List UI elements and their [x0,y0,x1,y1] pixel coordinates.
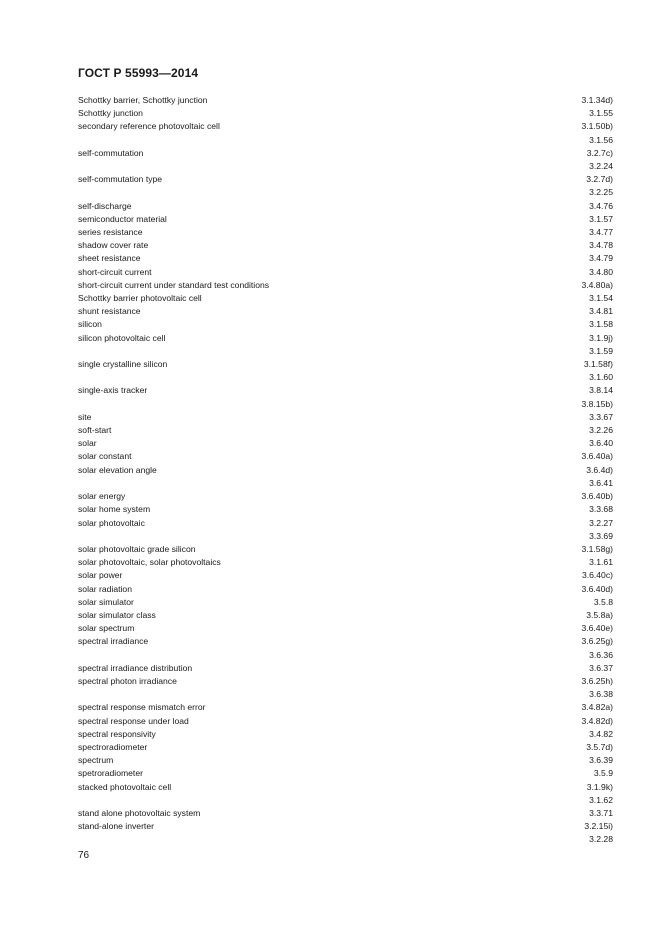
index-reference: 3.3.71 [589,807,613,818]
index-entry [78,675,613,701]
index-reference: 3.8.14 [589,385,613,396]
index-reference: 3.5.8a) [586,609,613,620]
index-term: solar energy [78,491,126,502]
index-entry [78,318,613,331]
index-reference: 3.5.9 [593,768,613,779]
index-term: solar photovoltaic [78,517,145,528]
index-entry [78,424,613,437]
index-term: spectral responsivity [78,728,156,739]
document-header: ГОСТ Р 55993—2014 [78,66,199,80]
index-reference: 3.4.82a) [581,702,613,713]
index-entry [78,450,613,463]
index-term: semiconductor material [78,213,167,224]
index-term: stacked photovoltaic cell [78,781,172,792]
index-entry [78,147,613,173]
index-reference: 3.6.25g) [581,636,613,647]
index-reference: 3.5.8 [593,596,613,607]
index-reference: 3.1.50b) [581,121,613,132]
index-reference: 3.6.37 [589,662,613,673]
index-reference: 3.1.62 [589,794,613,805]
index-entry [78,583,613,596]
index-reference: 3.2.26 [589,425,613,436]
index-reference: 3.1.58g) [581,543,613,554]
index-reference: 3.2.24 [589,161,613,172]
index-term: solar radiation [78,583,132,594]
index-reference: 3.6.40a) [581,451,613,462]
index-entry [78,464,613,490]
index-term: spectral irradiance distribution [78,662,193,673]
index-reference: 3.6.36 [589,649,613,660]
index-term: solar simulator [78,596,134,607]
index-term: solar photovoltaic grade silicon [78,543,196,554]
index-entry [78,741,613,754]
index-entry [78,226,613,239]
index-reference: 3.4.79 [589,253,613,264]
index-term: shadow cover rate [78,240,149,251]
index-entry [78,596,613,609]
index-reference: 3.6.40c) [581,570,613,581]
index-reference: 3.1.58 [589,319,613,330]
index-entry [78,609,613,622]
index-term: soft-start [78,425,112,436]
index-entry [78,490,613,503]
index-term: single-axis tracker [78,385,148,396]
index-reference: 3.3.69 [589,530,613,541]
index-reference: 3.1.9j) [589,332,613,343]
index-reference: 3.2.7d) [586,174,613,185]
index-entry [78,200,613,213]
index-entry [78,820,613,846]
index-entry [78,701,613,714]
index-entry [78,715,613,728]
index-term: solar simulator class [78,609,156,620]
index-term: spectroradiometer [78,741,148,752]
index-entry [78,662,613,675]
index-entry [78,107,613,120]
index-entry [78,728,613,741]
index-reference: 3.5.7d) [586,741,613,752]
index-entry [78,569,613,582]
index-entry [78,292,613,305]
index-term: short-circuit current [78,266,152,277]
index-entry [78,503,613,516]
index-term: solar home system [78,504,151,515]
index-entry [78,622,613,635]
index-term: Schottky junction [78,108,143,119]
index-reference: 3.4.77 [589,227,613,238]
index-term: solar [78,438,97,449]
index-term: silicon photovoltaic cell [78,332,166,343]
index-reference: 3.2.28 [589,834,613,845]
index-term: series resistance [78,227,143,238]
index-entry [78,358,613,384]
index-reference: 3.2.27 [589,517,613,528]
index-term: silicon [78,319,102,330]
index-entry [78,332,613,358]
index-reference: 3.6.39 [589,755,613,766]
index-entry [78,266,613,279]
index-term: Schottky barrier, Schottky junction [78,95,208,105]
index-entry [78,173,613,199]
term-index [78,94,613,847]
index-term: solar spectrum [78,623,135,634]
index-reference: 3.3.68 [589,504,613,515]
index-term: site [78,411,92,422]
index-term: single crystalline silicon [78,359,168,370]
index-entry [78,781,613,807]
index-reference: 3.1.57 [589,213,613,224]
index-term: shunt resistance [78,306,141,317]
index-term: self-commutation [78,147,144,158]
index-entry [78,754,613,767]
index-reference: 3.4.80a) [581,279,613,290]
index-term: solar elevation angle [78,464,157,475]
index-reference: 3.6.40 [589,438,613,449]
index-reference: 3.2.25 [589,187,613,198]
index-reference: 3.6.40e) [581,623,613,634]
index-reference: 3.3.67 [589,411,613,422]
index-reference: 3.1.56 [589,134,613,145]
index-reference: 3.6.25h) [581,675,613,686]
index-reference: 3.4.80 [589,266,613,277]
index-term: spectral response mismatch error [78,702,206,713]
index-term: spectrum [78,755,114,766]
index-reference: 3.6.40b) [581,491,613,502]
index-entry [78,543,613,556]
index-entry [78,556,613,569]
index-term: spetroradiometer [78,768,143,779]
index-term: self-discharge [78,200,132,211]
index-reference: 3.6.40d) [581,583,613,594]
index-reference: 3.1.58f) [583,359,613,370]
index-entry [78,437,613,450]
index-term: stand-alone inverter [78,821,154,832]
index-entry [78,384,613,410]
index-reference: 3.6.41 [589,477,613,488]
index-entry [78,767,613,780]
index-term: solar constant [78,451,132,462]
index-reference: 3.1.61 [589,557,613,568]
index-reference: 3.1.60 [589,372,613,383]
index-entry [78,807,613,820]
index-entry [78,305,613,318]
index-term: Schottky barrier photovoltaic cell [78,293,202,304]
index-term: solar photovoltaic, solar photovoltaics [78,557,221,568]
index-reference: 3.1.55 [589,108,613,119]
index-reference: 3.1.59 [589,345,613,356]
index-entry [78,120,613,146]
index-reference: 3.1.34d) [581,95,613,105]
index-term: stand alone photovoltaic system [78,807,201,818]
index-reference: 3.6.4d) [586,464,613,475]
index-reference: 3.1.54 [589,293,613,304]
index-entry [78,279,613,292]
index-entry [78,411,613,424]
index-term: spectral irradiance [78,636,149,647]
index-term: spectral photon irradiance [78,675,177,686]
index-reference: 3.4.82 [589,728,613,739]
index-entry [78,94,613,107]
index-reference: 3.4.78 [589,240,613,251]
index-entry [78,213,613,226]
index-term: short-circuit current under standard test conditions [78,279,270,290]
index-term: solar power [78,570,123,581]
index-entry [78,517,613,543]
index-reference: 3.1.9k) [586,781,613,792]
index-reference: 3.6.38 [589,689,613,700]
index-term: spectral response under load [78,715,189,726]
index-reference: 3.8.15b) [581,398,613,409]
index-entry [78,635,613,661]
index-reference: 3.4.81 [589,306,613,317]
page-number: 76 [78,850,90,861]
index-entry [78,239,613,252]
index-term: self-commutation type [78,174,163,185]
index-reference: 3.4.76 [589,200,613,211]
index-reference: 3.2.15i) [584,821,613,832]
index-entry [78,252,613,265]
index-reference: 3.2.7c) [586,147,613,158]
index-term: secondary reference photovoltaic cell [78,121,220,132]
index-reference: 3.4.82d) [581,715,613,726]
index-term: sheet resistance [78,253,141,264]
